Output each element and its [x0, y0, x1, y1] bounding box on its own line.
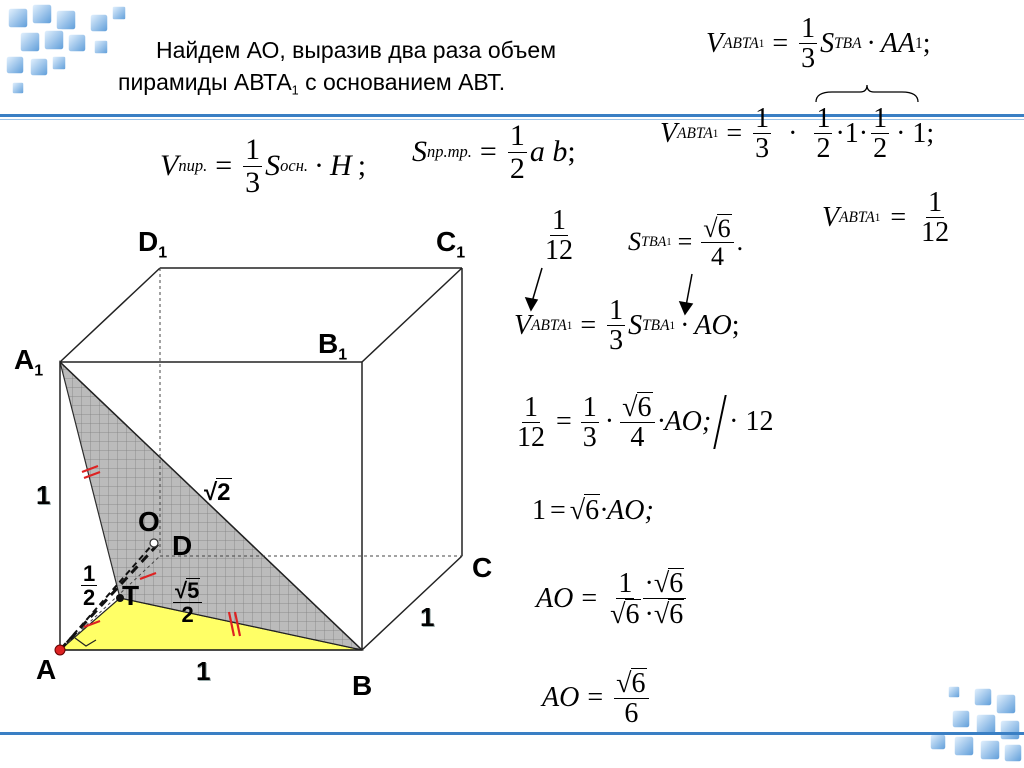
edge-label-aa1: 1	[36, 480, 51, 510]
point-O	[150, 539, 158, 547]
vertex-label-O: O	[138, 506, 160, 537]
vertex-label-C: C	[472, 552, 493, 583]
edge-label-ab: 1	[196, 656, 211, 686]
point-A	[55, 645, 65, 655]
heading-line1: Найдем АО, выразив два раза объем	[156, 37, 557, 63]
footer-band	[0, 732, 1024, 735]
edge-label-bc: 1	[420, 602, 435, 632]
cube-diagram	[0, 220, 500, 720]
formula-v-abta1-2: V ABTA 1 = $\frac{1}{3}$ · $\frac{1}{2}$ ·1· $\frac{1}{2}$ · 1;	[660, 103, 935, 165]
vertex-label-D1: $D_1$	[138, 226, 168, 262]
formula-v-abta1-3: V ABTA 1 = $\frac{1}{12}$	[822, 187, 950, 249]
multiply-divider	[713, 395, 726, 449]
equation-5: $\frac{1}{12}$ = $\frac{1}{3}$ · $\frac{√6}{4}$ ·AO; · 12	[517, 391, 774, 454]
formula-s-triangle: S пр.тр. = $\frac{1}{2}$ a b ;	[412, 119, 576, 185]
formula-v-pyramid: V пир. = $\frac{1}{3}$ S осн. · H ;	[160, 133, 367, 199]
vertex-label-T: T	[122, 580, 140, 611]
fraction-1-12: $\frac{1}{12}$	[545, 205, 573, 267]
equation-7: AO = $\frac{1}{√6}$ $\frac{\cdot√6}{\cdot√6}$	[536, 568, 689, 630]
vertex-label-D: D	[172, 530, 193, 561]
edge-label-bt: $\frac{√5}{2}$	[170, 578, 205, 626]
heading	[118, 34, 658, 106]
decor-cubes-bottom-right	[904, 680, 1024, 768]
formula-v-abta1-1: V ABTA 1 = $\frac{1}{3}$ S TBA · AA 1 ;	[706, 13, 931, 75]
equation-8: AO = $\frac{√6}{6}$	[542, 668, 652, 729]
vertex-label-C1: $C_1$	[436, 226, 466, 262]
equation-6: 1 = √6 ·AO;	[532, 494, 654, 526]
edge-label-sqrt2: √2	[204, 479, 231, 506]
formula-v-abta1-4: V ABTA 1 = $\frac{1}{3}$ S TBA 1 · AO ;	[514, 295, 740, 357]
formula-s-tba1: S TBA 1 = $\frac{√6}{4}$ .	[628, 214, 744, 272]
edge-label-half: $\frac{1}{2}$	[83, 561, 96, 611]
vertex-label-B1: $B_1$	[318, 328, 348, 364]
heading-line2: пирамиды $АВТА_1$ с основанием АВТ.	[118, 69, 506, 98]
vertex-label-B: B	[352, 670, 373, 701]
vertex-label-A: A	[36, 654, 57, 685]
vertex-label-A1: $A_1$	[14, 344, 44, 380]
